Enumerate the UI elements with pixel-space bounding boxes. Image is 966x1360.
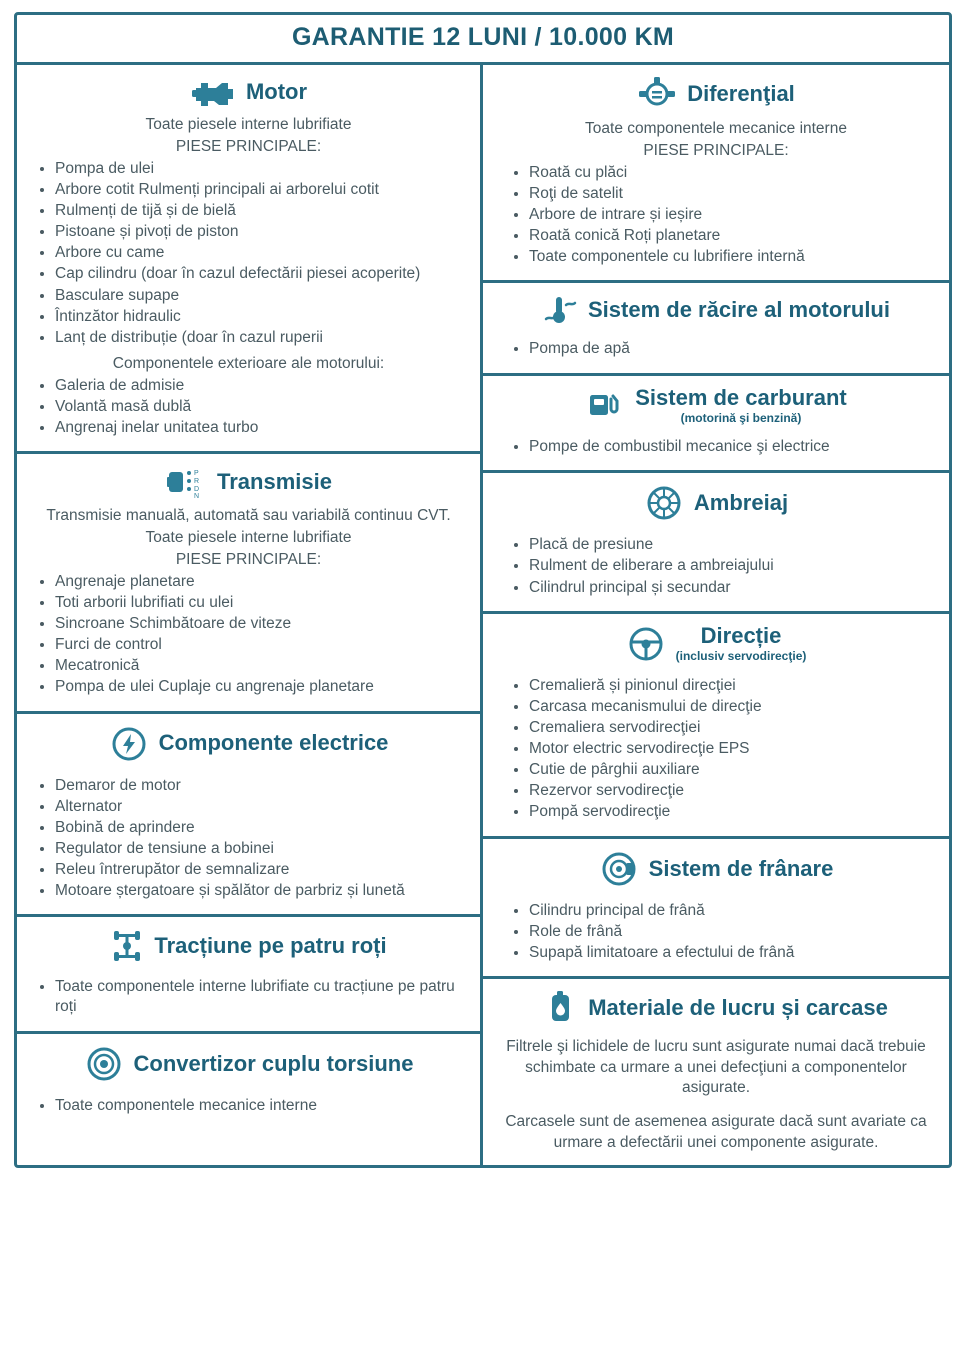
section-transmisie-intro-2: Toate piesele interne lubrifiate: [145, 529, 352, 546]
section-sistem-carburant-title: Sistem de carburant: [635, 384, 847, 410]
list-item: • Role de frână: [529, 922, 937, 942]
engine-icon: [190, 75, 236, 109]
document-header: [17, 15, 949, 65]
list-item: • Cilindru principal de frână: [529, 901, 937, 921]
list-item: • Cremalieră și pinionul direcţiei: [529, 676, 937, 696]
section-sistem-racire-title: Sistem de răcire al motorului: [588, 297, 890, 323]
list-item: • Roată cu plăci: [529, 163, 937, 183]
list-item: • Sincroane Schimbătoare de viteze: [55, 614, 468, 634]
section-convertizor-header: [29, 1044, 468, 1084]
fuel-pump-icon: [585, 387, 625, 423]
list-item: • Bobină de aprindere: [55, 818, 468, 838]
four-wheel-drive-icon: [110, 927, 144, 965]
section-materiale-note-1: Filtrele şi lichidele de lucru sunt asigurate numai dacă trebuie schimbate ca urmare a unei defecţiuni a componentelor asigurate.: [506, 1038, 926, 1096]
list-item: • Pistoane și pivoți de piston: [55, 222, 468, 242]
section-materiale-note-2: Carcasele sunt de asemenea asigurate dacă sunt avariate ca urmare a defectării unei componente asigurate.: [505, 1113, 927, 1151]
section-motor-title: Motor: [245, 78, 308, 104]
section-directie-subtitle: (inclusiv servodirecţie): [675, 649, 807, 664]
steering-wheel-icon: [626, 624, 666, 664]
svg-text:N: N: [194, 493, 200, 501]
section-sistem-carburant-headtext: [635, 386, 847, 426]
section-transmisie-intro-1: Transmisie manuală, automată sau variabilă continuu CVT.: [46, 507, 451, 525]
section-materiale-lucru: [483, 979, 949, 1165]
section-diferential-header: [495, 75, 937, 113]
page-title: GARANTIE 12 LUNI / 10.000 KM: [291, 23, 675, 51]
list-item: • Pompe de combustibil mecanice şi electrice: [529, 437, 937, 457]
section-convertizor-cuplu: [17, 1034, 480, 1129]
list-item: • Arbore cotit Rulmenți principali ai arborelui cotit: [55, 180, 468, 200]
list-item: • Toti arborii lubrifiati cu ulei: [55, 593, 468, 613]
section-motor-list-2: [29, 376, 468, 438]
section-transmisie-header: [29, 464, 468, 500]
section-componente-electrice-header: [29, 724, 468, 764]
section-tractiune-header: [29, 927, 468, 965]
section-ambreiaj-list: [495, 535, 937, 597]
section-sistem-racire: [483, 283, 949, 375]
list-item: • Carcasa mecanismului de direcţie: [529, 697, 937, 717]
section-motor-list: [29, 159, 468, 348]
section-directie-headtext: [676, 624, 807, 664]
section-sistem-racire-list: [495, 339, 937, 359]
section-sistem-carburant-list: [495, 437, 937, 457]
list-item: • Releu întrerupător de semnalizare: [55, 860, 468, 880]
content-columns: [17, 65, 949, 1165]
section-convertizor-list: [29, 1096, 468, 1116]
document-frame: [14, 12, 952, 1168]
list-item: • Toate componentele interne lubrifiate cu tracțiune pe patru roți: [55, 977, 468, 1017]
list-item: • Toate componentele cu lubrifiere internă: [529, 247, 937, 267]
section-ambreiaj: [483, 473, 949, 613]
section-sistem-carburant-header: [495, 386, 937, 426]
list-item: • Rulment de eliberare a ambreiajului: [529, 556, 937, 576]
section-diferential-intro-2: PIESE PRINCIPALE:: [643, 141, 789, 159]
list-item: • Furci de control: [55, 635, 468, 655]
section-directie: [483, 614, 949, 839]
list-item: • Galeria de admisie: [55, 376, 468, 396]
list-item: • Motoare ștergatoare și spălător de parbriz și lunetă: [55, 881, 468, 901]
section-diferential: [483, 65, 949, 283]
list-item: • Pompa de apă: [529, 339, 937, 359]
list-item: • Cilindrul principal și secundar: [529, 578, 937, 598]
section-sistem-franare-header: [495, 849, 937, 889]
torque-converter-icon: [84, 1044, 124, 1084]
section-motor-intro-2: PIESE PRINCIPALE:: [175, 137, 322, 155]
list-item: • Roată conică Roți planetare: [529, 226, 937, 246]
list-item: • Motor electric servodirecţie EPS: [529, 739, 937, 759]
section-sistem-franare-list: [495, 901, 937, 963]
brake-disc-icon: [599, 849, 639, 889]
clutch-icon: [644, 483, 684, 523]
list-item: • Arbore de intrare și ieșire: [529, 205, 937, 225]
list-item: • Întinzător hidraulic: [55, 307, 468, 327]
list-item: • Lanț de distribuție (doar în cazul ruperii: [55, 328, 468, 348]
section-materiale-title: Materiale de lucru și carcase: [588, 994, 888, 1020]
list-item: • Cap cilindru (doar în cazul defectării piesei acoperite): [55, 264, 468, 284]
section-directie-title: Direcție: [700, 622, 782, 648]
gearbox-icon: [165, 464, 207, 500]
section-transmisie-list: [29, 572, 468, 698]
section-ambreiaj-header: [495, 483, 937, 523]
list-item: • Arbore cu came: [55, 243, 468, 263]
svg-text:D: D: [194, 486, 200, 494]
section-sistem-franare: [483, 839, 949, 979]
section-tractiune-list: [29, 977, 468, 1017]
thermometer-icon: [542, 293, 578, 327]
section-transmisie: [17, 454, 480, 713]
section-diferential-title: Diferenţial: [687, 80, 795, 106]
left-column: [17, 65, 483, 1165]
section-sistem-racire-header: [495, 293, 937, 327]
section-motor-header: [29, 75, 468, 109]
section-motor-intro-1: Toate piesele interne lubrifiate: [145, 116, 352, 133]
list-item: • Cremaliera servodirecţiei: [529, 718, 937, 738]
right-column: [483, 65, 949, 1165]
list-item: • Cutie de pârghii auxiliare: [529, 760, 937, 780]
svg-text:R: R: [194, 478, 200, 486]
list-item: • Angrenaje planetare: [55, 572, 468, 592]
list-item: • Rezervor servodirecţie: [529, 781, 937, 801]
list-item: • Regulator de tensiune a bobinei: [55, 839, 468, 859]
list-item: • Roţi de satelit: [529, 184, 937, 204]
list-item: • Rulmenți de tijă și de bielă: [55, 201, 468, 221]
section-convertizor-title: Convertizor cuplu torsiune: [133, 1050, 414, 1076]
section-ambreiaj-title: Ambreiaj: [693, 490, 789, 516]
section-sistem-carburant-subtitle: (motorină şi benzină): [680, 410, 802, 425]
section-componente-electrice-title: Componente electrice: [158, 730, 389, 756]
section-directie-list: [495, 676, 937, 823]
section-componente-electrice: [17, 714, 480, 918]
svg-text:P: P: [194, 470, 199, 478]
section-materiale-header: [495, 989, 937, 1027]
oil-bottle-icon: [544, 989, 578, 1027]
list-item: • Mecatronică: [55, 656, 468, 676]
list-item: • Demaror de motor: [55, 776, 468, 796]
list-item: • Placă de presiune: [529, 535, 937, 555]
section-componente-electrice-list: [29, 776, 468, 902]
list-item: • Supapă limitatoare a efectului de frână: [529, 943, 937, 963]
list-item: • Basculare supape: [55, 286, 468, 306]
list-item: • Alternator: [55, 797, 468, 817]
list-item: • Toate componentele mecanice interne: [55, 1096, 468, 1116]
section-tractiune-patru-roti: [17, 917, 480, 1033]
list-item: • Pompa de ulei Cuplaje cu angrenaje planetare: [55, 677, 468, 697]
section-sistem-carburant: [483, 376, 949, 474]
list-item: • Volantă masă dublă: [55, 397, 468, 417]
lightning-circle-icon: [109, 724, 149, 764]
differential-icon: [637, 75, 677, 113]
section-diferential-list: [495, 163, 937, 268]
section-transmisie-intro-3: PIESE PRINCIPALE:: [175, 550, 322, 568]
list-item: • Pompă servodirecţie: [529, 802, 937, 822]
section-tractiune-title: Tracțiune pe patru roți: [154, 933, 387, 959]
section-directie-header: [495, 624, 937, 664]
section-sistem-franare-title: Sistem de frânare: [648, 855, 834, 881]
list-item: • Pompa de ulei: [55, 159, 468, 179]
section-diferential-intro-1: Toate componentele mecanice interne: [585, 120, 847, 137]
section-motor: [17, 65, 480, 454]
section-motor-subheading: Componentele exterioare ale motorului:: [112, 354, 385, 372]
section-transmisie-title: Transmisie: [217, 469, 332, 495]
list-item: • Angrenaj inelar unitatea turbo: [55, 418, 468, 438]
